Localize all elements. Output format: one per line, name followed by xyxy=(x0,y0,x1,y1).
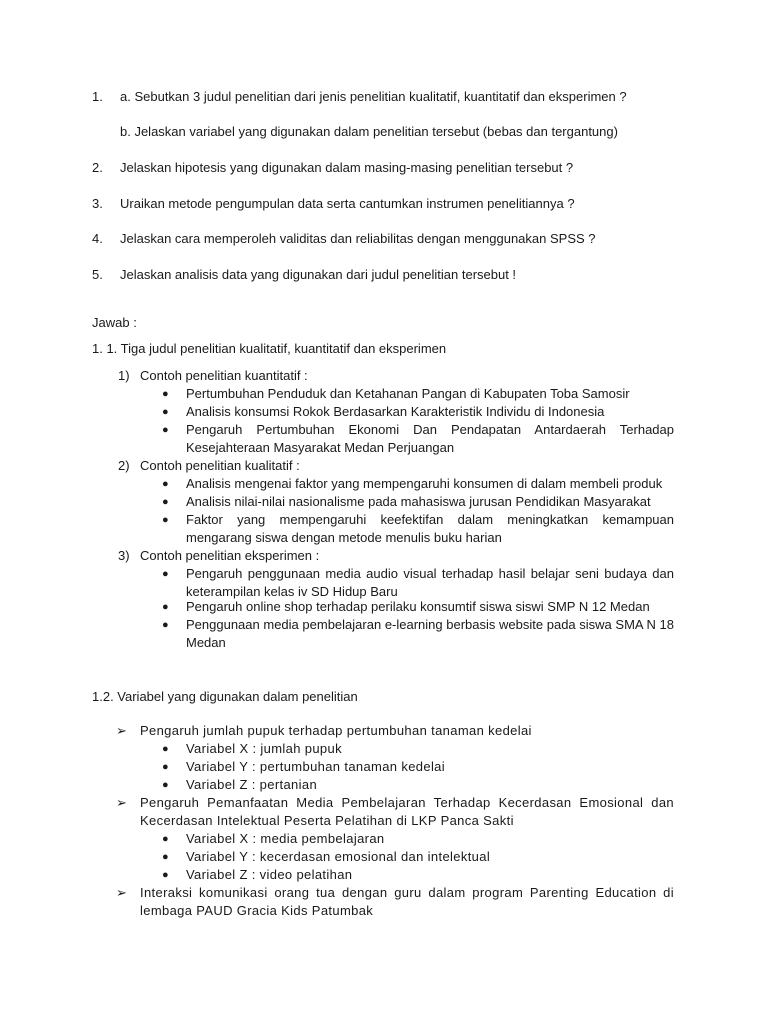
question-number: 3. xyxy=(92,196,103,211)
list-item: Analisis nilai-nilai nasionalisme pada mahasiswa jurusan Pendidikan Masyarakat xyxy=(186,494,651,509)
question-number: 1. xyxy=(92,89,103,104)
list-item: keterampilan kelas iv SD Hidup Baru xyxy=(186,584,398,599)
bullet-icon: ● xyxy=(162,743,169,755)
arrow-bullet-icon: ➢ xyxy=(116,795,127,810)
question-text: b. Jelaskan variabel yang digunakan dalam penelitian tersebut (bebas dan tergantung) xyxy=(120,124,618,139)
section-heading: 1. 1. Tiga judul penelitian kualitatif, kuantitatif dan eksperimen xyxy=(92,341,447,356)
group-title: Contoh penelitian eksperimen : xyxy=(140,548,320,563)
bullet-icon: ● xyxy=(162,424,169,436)
group-number: 2) xyxy=(118,458,130,473)
answer-label: Jawab : xyxy=(92,315,137,330)
group-title: Contoh penelitian kuantitatif : xyxy=(140,368,308,383)
variable-item: Variabel Z : pertanian xyxy=(186,777,318,792)
question-text: Jelaskan hipotesis yang digunakan dalam masing-masing penelitian tersebut ? xyxy=(120,160,574,175)
list-item: Pengaruh Pemanfaatan Media Pembelajaran Terhadap Kecerdasan Emosional dan xyxy=(140,795,674,810)
bullet-icon: ● xyxy=(162,601,169,613)
group-number: 1) xyxy=(118,368,130,383)
question-text: Uraikan metode pengumpulan data serta cantumkan instrumen penelitiannya ? xyxy=(120,196,575,211)
question-text: Jelaskan analisis data yang digunakan dari judul penelitian tersebut ! xyxy=(120,267,517,282)
variable-item: Variabel Y : kecerdasan emosional dan intelektual xyxy=(186,849,491,864)
question-number: 5. xyxy=(92,267,103,282)
group-title: Contoh penelitian kualitatif : xyxy=(140,458,300,473)
bullet-icon: ● xyxy=(162,619,169,631)
list-item: Pengaruh penggunaan media audio visual terhadap hasil belajar seni budaya dan xyxy=(186,566,674,581)
list-item: Pengaruh Pertumbuhan Ekonomi Dan Pendapatan Antardaerah Terhadap xyxy=(186,422,674,437)
list-item: Kecerdasan Intelektual Peserta Pelatihan di LKP Panca Sakti xyxy=(140,813,514,828)
list-item: Kesejahteraan Masyarakat Medan Perjuangan xyxy=(186,440,455,455)
group-number: 3) xyxy=(118,548,130,563)
list-item: Penggunaan media pembelajaran e-learning berbasis website pada siswa SMA N 18 xyxy=(186,617,674,632)
list-item: Analisis mengenai faktor yang mempengaruhi konsumen di dalam membeli produk xyxy=(186,476,663,491)
section-heading: 1.2. Variabel yang digunakan dalam penelitian xyxy=(92,689,358,704)
variable-item: Variabel X : media pembelajaran xyxy=(186,831,385,846)
variable-item: Variabel Z : video pelatihan xyxy=(186,867,353,882)
question-text: Jelaskan cara memperoleh validitas dan reliabilitas dengan menggunakan SPSS ? xyxy=(120,231,596,246)
bullet-icon: ● xyxy=(162,496,169,508)
bullet-icon: ● xyxy=(162,833,169,845)
question-number: 2. xyxy=(92,160,103,175)
question-text: a. Sebutkan 3 judul penelitian dari jenis penelitian kualitatif, kuantitatif dan eksperimen ? xyxy=(120,89,627,104)
list-item: Pengaruh jumlah pupuk terhadap pertumbuhan tanaman kedelai xyxy=(140,723,532,738)
variable-item: Variabel Y : pertumbuhan tanaman kedelai xyxy=(186,759,446,774)
bullet-icon: ● xyxy=(162,388,169,400)
list-item: Pertumbuhan Penduduk dan Ketahanan Pangan di Kabupaten Toba Samosir xyxy=(186,386,630,401)
arrow-bullet-icon: ➢ xyxy=(116,885,127,900)
bullet-icon: ● xyxy=(162,779,169,791)
variable-item: Variabel X : jumlah pupuk xyxy=(186,741,342,756)
list-item: Analisis konsumsi Rokok Berdasarkan Karakteristik Individu di Indonesia xyxy=(186,404,605,419)
list-item: Pengaruh online shop terhadap perilaku konsumtif siswa siswi SMP N 12 Medan xyxy=(186,599,650,614)
bullet-icon: ● xyxy=(162,851,169,863)
list-item: Medan xyxy=(186,635,226,650)
bullet-icon: ● xyxy=(162,514,169,526)
list-item: mengarang siswa dengan metode menulis buku harian xyxy=(186,530,502,545)
arrow-bullet-icon: ➢ xyxy=(116,723,127,738)
bullet-icon: ● xyxy=(162,869,169,881)
bullet-icon: ● xyxy=(162,568,169,580)
list-item: Faktor yang mempengaruhi keefektifan dalam meningkatkan kemampuan xyxy=(186,512,674,527)
bullet-icon: ● xyxy=(162,406,169,418)
list-item: lembaga PAUD Gracia Kids Patumbak xyxy=(140,903,374,918)
bullet-icon: ● xyxy=(162,478,169,490)
bullet-icon: ● xyxy=(162,761,169,773)
list-item: Interaksi komunikasi orang tua dengan guru dalam program Parenting Education di xyxy=(140,885,674,900)
question-number: 4. xyxy=(92,231,103,246)
